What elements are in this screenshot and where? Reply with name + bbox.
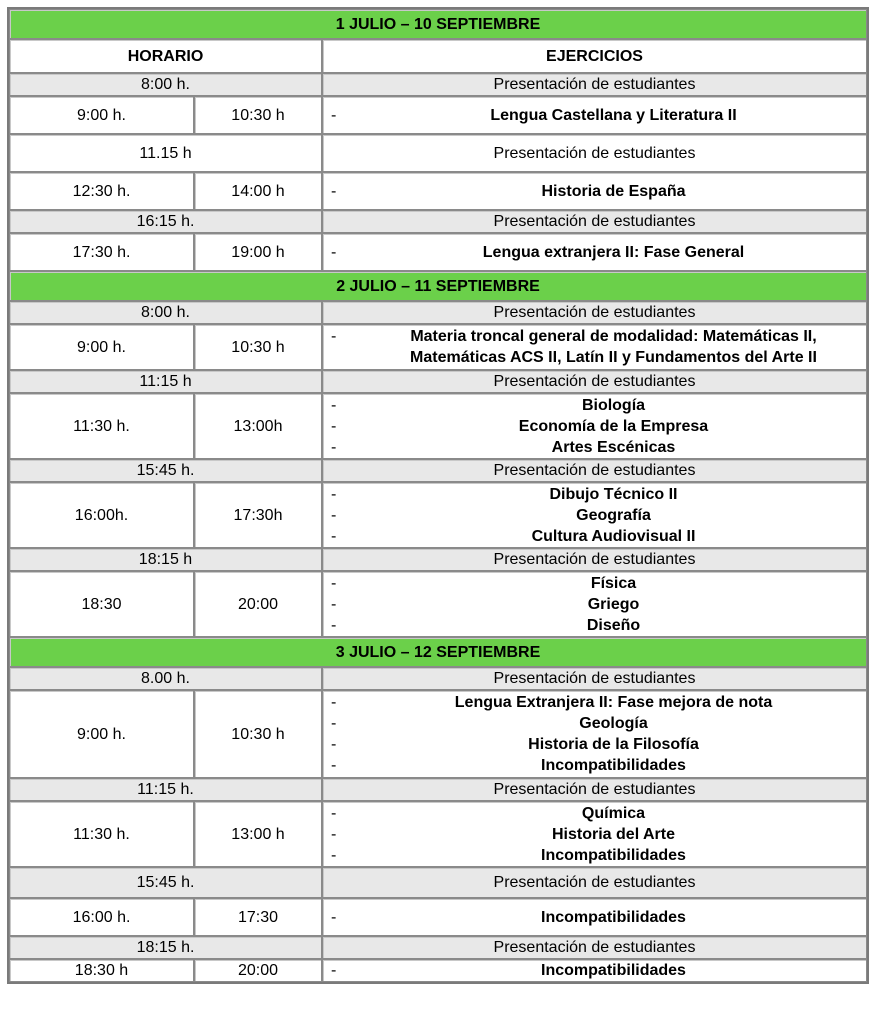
exam-row bbox=[9, 801, 867, 867]
exercise-name: Incompatibilidades bbox=[541, 846, 686, 864]
end-time: 10:30 h bbox=[194, 690, 322, 778]
presentation-time: 16:15 h. bbox=[9, 210, 322, 233]
presentation-row bbox=[9, 936, 867, 959]
dash-bullet-icon: - bbox=[331, 595, 337, 613]
exercise-list bbox=[323, 484, 866, 547]
exam-row bbox=[9, 172, 867, 210]
exercise-item bbox=[323, 594, 866, 615]
exercise-item bbox=[323, 824, 866, 845]
exercise-name: Dibujo Técnico II bbox=[549, 485, 678, 503]
exercise-item bbox=[323, 573, 866, 594]
dash-bullet-icon: - bbox=[331, 485, 337, 503]
dash-bullet-icon: - bbox=[331, 757, 337, 774]
end-time: 17:30 bbox=[194, 898, 322, 936]
exercise-name: Química bbox=[581, 804, 646, 822]
start-time: 16:00h. bbox=[9, 482, 194, 548]
exercise-name: Historia de España bbox=[541, 182, 686, 200]
day-header-row bbox=[9, 271, 867, 301]
schedule-body bbox=[9, 9, 867, 982]
exercise-cell bbox=[322, 172, 867, 210]
dash-bullet-icon: - bbox=[331, 736, 337, 753]
exercise-item bbox=[323, 437, 866, 458]
dash-bullet-icon: - bbox=[331, 396, 337, 414]
exam-row bbox=[9, 233, 867, 271]
exercise-cell bbox=[322, 898, 867, 936]
start-time: 11:30 h. bbox=[9, 393, 194, 459]
dash-bullet-icon: - bbox=[331, 804, 337, 822]
dash-bullet-icon: - bbox=[331, 506, 337, 524]
dash-bullet-icon: - bbox=[331, 846, 337, 864]
exercise-cell bbox=[322, 690, 867, 778]
presentation-time: 15:45 h. bbox=[9, 459, 322, 482]
start-time: 18:30 bbox=[9, 571, 194, 637]
presentation-time: 15:45 h. bbox=[9, 867, 322, 898]
dash-bullet-icon: - bbox=[331, 715, 337, 732]
exercise-name: Geografía bbox=[576, 506, 651, 524]
day-title: 3 JULIO – 12 SEPTIEMBRE bbox=[9, 637, 867, 667]
dash-bullet-icon: - bbox=[331, 182, 337, 200]
exercise-name: Incompatibilidades bbox=[541, 757, 686, 774]
exercise-cell bbox=[322, 96, 867, 134]
exercise-name: Física bbox=[590, 574, 637, 592]
exercise-name: Diseño bbox=[586, 616, 641, 634]
presentation-label: Presentación de estudiantes bbox=[322, 370, 867, 393]
exercise-name: Historia del Arte bbox=[552, 825, 675, 843]
exercise-item bbox=[323, 907, 866, 928]
end-time: 20:00 bbox=[194, 959, 322, 982]
exercise-item bbox=[323, 105, 866, 126]
exam-row bbox=[9, 393, 867, 459]
dash-bullet-icon: - bbox=[331, 616, 337, 634]
exercise-item bbox=[323, 395, 866, 416]
exam-row bbox=[9, 482, 867, 548]
exercise-item bbox=[323, 505, 866, 526]
presentation-label: Presentación de estudiantes bbox=[322, 73, 867, 96]
exercise-item bbox=[323, 181, 866, 202]
start-time: 9:00 h. bbox=[9, 324, 194, 370]
exercise-list bbox=[323, 242, 866, 263]
presentation-row bbox=[9, 73, 867, 96]
exercise-item bbox=[323, 734, 866, 755]
presentation-row bbox=[9, 548, 867, 571]
end-time: 17:30h bbox=[194, 482, 322, 548]
start-time: 12:30 h. bbox=[9, 172, 194, 210]
presentation-time: 8:00 h. bbox=[9, 301, 322, 324]
exam-schedule-table bbox=[7, 7, 869, 984]
presentation-label: Presentación de estudiantes bbox=[322, 867, 867, 898]
exercise-item bbox=[323, 484, 866, 505]
exercise-item bbox=[323, 713, 866, 734]
dash-bullet-icon: - bbox=[331, 417, 337, 435]
start-time: 11:30 h. bbox=[9, 801, 194, 867]
exam-row bbox=[9, 959, 867, 982]
end-time: 10:30 h bbox=[194, 324, 322, 370]
presentation-time: 11:15 h bbox=[9, 370, 322, 393]
presentation-label: Presentación de estudiantes bbox=[322, 210, 867, 233]
exercise-name: Lengua extranjera II: Fase General bbox=[482, 243, 745, 261]
presentation-label: Presentación de estudiantes bbox=[322, 301, 867, 324]
exam-row bbox=[9, 96, 867, 134]
exercise-list bbox=[323, 907, 866, 928]
dash-bullet-icon: - bbox=[331, 825, 337, 843]
exercise-list bbox=[323, 105, 866, 126]
start-time: 18:30 h bbox=[9, 959, 194, 982]
exercise-item bbox=[323, 692, 866, 713]
exercise-item bbox=[323, 416, 866, 437]
exercise-name: Lengua Castellana y Literatura II bbox=[490, 106, 737, 124]
presentation-row bbox=[9, 210, 867, 233]
exam-row bbox=[9, 571, 867, 637]
presentation-label: Presentación de estudiantes bbox=[322, 548, 867, 571]
dash-bullet-icon: - bbox=[331, 962, 337, 979]
presentation-row bbox=[9, 134, 867, 172]
end-time: 20:00 bbox=[194, 571, 322, 637]
exercise-cell bbox=[322, 393, 867, 459]
presentation-time: 11.15 h bbox=[9, 134, 322, 172]
presentation-time: 11:15 h. bbox=[9, 778, 322, 801]
exercise-list bbox=[323, 573, 866, 636]
dash-bullet-icon: - bbox=[331, 106, 337, 124]
presentation-time: 18:15 h bbox=[9, 548, 322, 571]
day-header-row bbox=[9, 9, 867, 39]
exercise-item bbox=[323, 615, 866, 636]
exercise-list bbox=[323, 803, 866, 866]
exercise-name: Griego bbox=[587, 595, 640, 613]
exercise-cell bbox=[322, 571, 867, 637]
day-title: 1 JULIO – 10 SEPTIEMBRE bbox=[9, 9, 867, 39]
exercise-name: Economía de la Empresa bbox=[518, 417, 709, 435]
presentation-time: 8:00 h. bbox=[9, 73, 322, 96]
exercise-cell bbox=[322, 324, 867, 370]
presentation-label: Presentación de estudiantes bbox=[322, 936, 867, 959]
exercise-cell bbox=[322, 482, 867, 548]
end-time: 14:00 h bbox=[194, 172, 322, 210]
day-title: 2 JULIO – 11 SEPTIEMBRE bbox=[9, 271, 867, 301]
dash-bullet-icon: - bbox=[331, 328, 337, 345]
exercise-item bbox=[323, 960, 866, 981]
column-header-row bbox=[9, 39, 867, 73]
exercise-name: Lengua Extranjera II: Fase mejora de nota bbox=[454, 694, 773, 711]
exercise-name: Historia de la Filosofía bbox=[528, 736, 699, 753]
exercise-list bbox=[323, 960, 866, 981]
exercise-name: Incompatibilidades bbox=[541, 962, 686, 979]
presentation-row bbox=[9, 459, 867, 482]
exercise-name: Cultura Audiovisual II bbox=[531, 527, 696, 545]
exercise-item bbox=[323, 242, 866, 263]
presentation-row bbox=[9, 667, 867, 690]
dash-bullet-icon: - bbox=[331, 574, 337, 592]
start-time: 9:00 h. bbox=[9, 96, 194, 134]
exercise-cell bbox=[322, 801, 867, 867]
horario-header: HORARIO bbox=[9, 39, 322, 73]
dash-bullet-icon: - bbox=[331, 908, 337, 926]
exercise-item bbox=[323, 803, 866, 824]
exercise-cell bbox=[322, 959, 867, 982]
presentation-row bbox=[9, 778, 867, 801]
exercise-item bbox=[323, 755, 866, 776]
presentation-time: 18:15 h. bbox=[9, 936, 322, 959]
exercise-name: Geología bbox=[579, 715, 648, 732]
end-time: 10:30 h bbox=[194, 96, 322, 134]
end-time: 19:00 h bbox=[194, 233, 322, 271]
exam-row bbox=[9, 690, 867, 778]
dash-bullet-icon: - bbox=[331, 694, 337, 711]
presentation-label: Presentación de estudiantes bbox=[322, 778, 867, 801]
dash-bullet-icon: - bbox=[331, 438, 337, 456]
exercise-name: Materia troncal general de modalidad: Matemáticas II, Matemáticas ACS II, Latín II y Fundamentos del Arte II bbox=[410, 328, 817, 366]
start-time: 9:00 h. bbox=[9, 690, 194, 778]
start-time: 16:00 h. bbox=[9, 898, 194, 936]
presentation-label: Presentación de estudiantes bbox=[322, 667, 867, 690]
dash-bullet-icon: - bbox=[331, 527, 337, 545]
ejercicios-header: EJERCICIOS bbox=[322, 39, 867, 73]
exercise-name: Biología bbox=[581, 396, 646, 414]
start-time: 17:30 h. bbox=[9, 233, 194, 271]
day-header-row bbox=[9, 637, 867, 667]
presentation-label: Presentación de estudiantes bbox=[322, 459, 867, 482]
end-time: 13:00h bbox=[194, 393, 322, 459]
exercise-name: Artes Escénicas bbox=[551, 438, 676, 456]
exercise-list bbox=[323, 692, 866, 776]
exercise-item bbox=[323, 845, 866, 866]
exercise-cell bbox=[322, 233, 867, 271]
exercise-list bbox=[323, 326, 866, 368]
exercise-list bbox=[323, 395, 866, 458]
presentation-row bbox=[9, 867, 867, 898]
dash-bullet-icon: - bbox=[331, 243, 337, 261]
exam-row bbox=[9, 324, 867, 370]
exercise-item bbox=[323, 326, 866, 368]
presentation-row bbox=[9, 370, 867, 393]
end-time: 13:00 h bbox=[194, 801, 322, 867]
exercise-name: Incompatibilidades bbox=[541, 908, 686, 926]
presentation-row bbox=[9, 301, 867, 324]
presentation-time: 8.00 h. bbox=[9, 667, 322, 690]
exercise-item bbox=[323, 526, 866, 547]
exercise-list bbox=[323, 181, 866, 202]
exam-row bbox=[9, 898, 867, 936]
presentation-label: Presentación de estudiantes bbox=[322, 134, 867, 172]
